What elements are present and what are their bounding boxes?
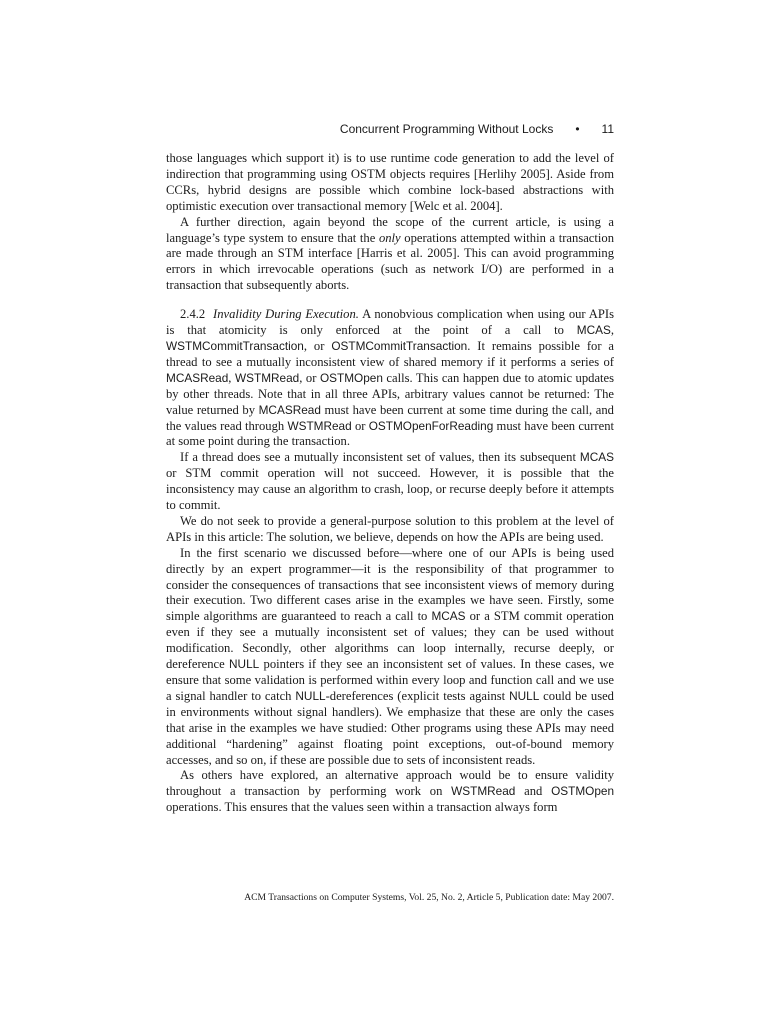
paragraph-text: As others have explored, an alternative approach would be to ensure validity throughout a transaction by performing work on [166, 768, 614, 799]
paragraph-text: or [351, 418, 369, 433]
code-term: WSTMRead [234, 370, 300, 385]
code-term: WSTMCommitTransaction [166, 338, 304, 353]
paragraph-general-purpose [166, 514, 614, 546]
paragraph-text: -dereferences (explicit tests against [325, 688, 510, 703]
page-number: 11 [601, 122, 614, 136]
paragraph-text: pointers if they see an inconsistent set of values. In these cases, we ensure that some validation is performed within every loop and function call and we use a signal handler to catch [166, 657, 614, 703]
code-term: NULL [295, 688, 326, 703]
code-term: MCAS [576, 323, 611, 338]
code-term: MCAS [579, 450, 614, 465]
paragraph-text: , or [303, 338, 332, 353]
paragraph-type-system [166, 215, 614, 295]
body-text [166, 151, 614, 816]
paragraph-text: operations. This ensures that the values seen within a transaction always form [166, 800, 558, 815]
paragraph-text: or STM commit operation will not succeed. However, it is possible that the inconsistency may cause an algorithm to crash, loop, or recurse deeply before it attempts to commit. [166, 466, 614, 513]
code-term: MCASRead [166, 370, 229, 385]
paragraph-text: those languages which support it) is to use runtime code generation to add the level of indirection that programming using OSTM objects requires [Herlihy 2005]. Aside from CCRs, hybrid designs are possible which combine lock-based abstractions with optimistic execution over transactional memory [Welc et al. 2004]. [166, 151, 614, 213]
subsection-title: Invalidity During Execution. [213, 307, 359, 322]
code-term: MCAS [431, 609, 466, 624]
code-term: OSTMOpen [319, 370, 383, 385]
running-head-title: Concurrent Programming Without Locks [339, 122, 554, 136]
code-term: MCASRead [258, 402, 321, 417]
paragraph-text: operations attempted within a transaction are made through an STM interface [Harris et al. 2005]. This can avoid programming errors in which irrevocable operations (such as network I/O) are performed in a transaction that subsequently aborts. [166, 230, 614, 293]
paragraph-text: , [610, 323, 614, 338]
paragraph-text: , [228, 370, 235, 385]
paragraph-text: We do not seek to provide a general-purpose solution to this problem at the level of APIs in this article: The solution, we believe, depends on how the APIs are being used. [166, 513, 614, 544]
paragraph-text: and [515, 784, 552, 799]
subsection-2-4-2 [166, 307, 614, 450]
code-term: OSTMCommitTransaction [331, 338, 468, 353]
paragraph-text: . It remains possible for a thread to see a mutually inconsistent view of shared memory if it performs a series of [166, 338, 614, 369]
paragraph-inconsistent-set [166, 450, 614, 514]
paragraph-text: In the first scenario we discussed before—where one of our APIs is being used directly by an expert programmer—it is the responsibility of that programmer to consider the consequences of transactions that see inconsistent views of memory during their execution. Two different cases arise in the examples we have seen. Firstly, some simple algorithms are guaranteed to reach a call to [166, 545, 614, 624]
code-term: OSTMOpenForReading [368, 418, 494, 433]
paragraph-text: could be used in environments without signal handlers). We emphasize that these are only the cases that arise in the examples we have studied: Other programs using these APIs may need additional “hardening” against floating point exceptions, out-of-bound memory accesses, and so on, if these are possible due to sets of inconsistent reads. [166, 688, 614, 767]
paragraph-text: calls. This can happen due to atomic updates by other threads. Note that in all three APIs, arbitrary values cannot be returned: The value returned by [166, 370, 615, 417]
code-term: NULL [509, 688, 540, 703]
running-head [166, 120, 614, 138]
code-term: NULL [229, 657, 260, 672]
paragraph-alternative-approach [166, 768, 614, 816]
journal-footer: ACM Transactions on Computer Systems, Vol. 25, No. 2, Article 5, Publication date: May 2007. [244, 892, 614, 903]
paragraph-text: or a STM commit operation even if they see a mutually inconsistent set of values; they can be used without modification. Secondly, other algorithms can loop internally, recurse deeply, or dereference [166, 609, 614, 672]
code-term: WSTMRead [451, 784, 516, 799]
code-term: OSTMOpen [551, 784, 615, 799]
paragraph-continuation [166, 151, 614, 215]
running-head-bullet: • [575, 122, 580, 136]
paragraph-text: If a thread does see a mutually inconsistent set of values, then its subsequent [180, 450, 580, 465]
emphasis-only: only [378, 230, 401, 245]
code-term: WSTMRead [287, 418, 352, 433]
paragraph-text: must have been current at some point during the transaction. [166, 418, 615, 449]
paragraph-text: A further direction, again beyond the scope of the current article, is using a language’s type system to ensure that the [166, 214, 614, 245]
paragraph-first-scenario [166, 546, 614, 769]
paragraph-text: must have been current at some time during the call, and the values read through [166, 402, 614, 433]
paragraph-text: , or [299, 370, 320, 385]
paragraph-text: A nonobvious complication when using our APIs is that atomicity is only enforced at the point of a call to [166, 307, 614, 338]
subsection-number: 2.4.2 [180, 307, 206, 322]
